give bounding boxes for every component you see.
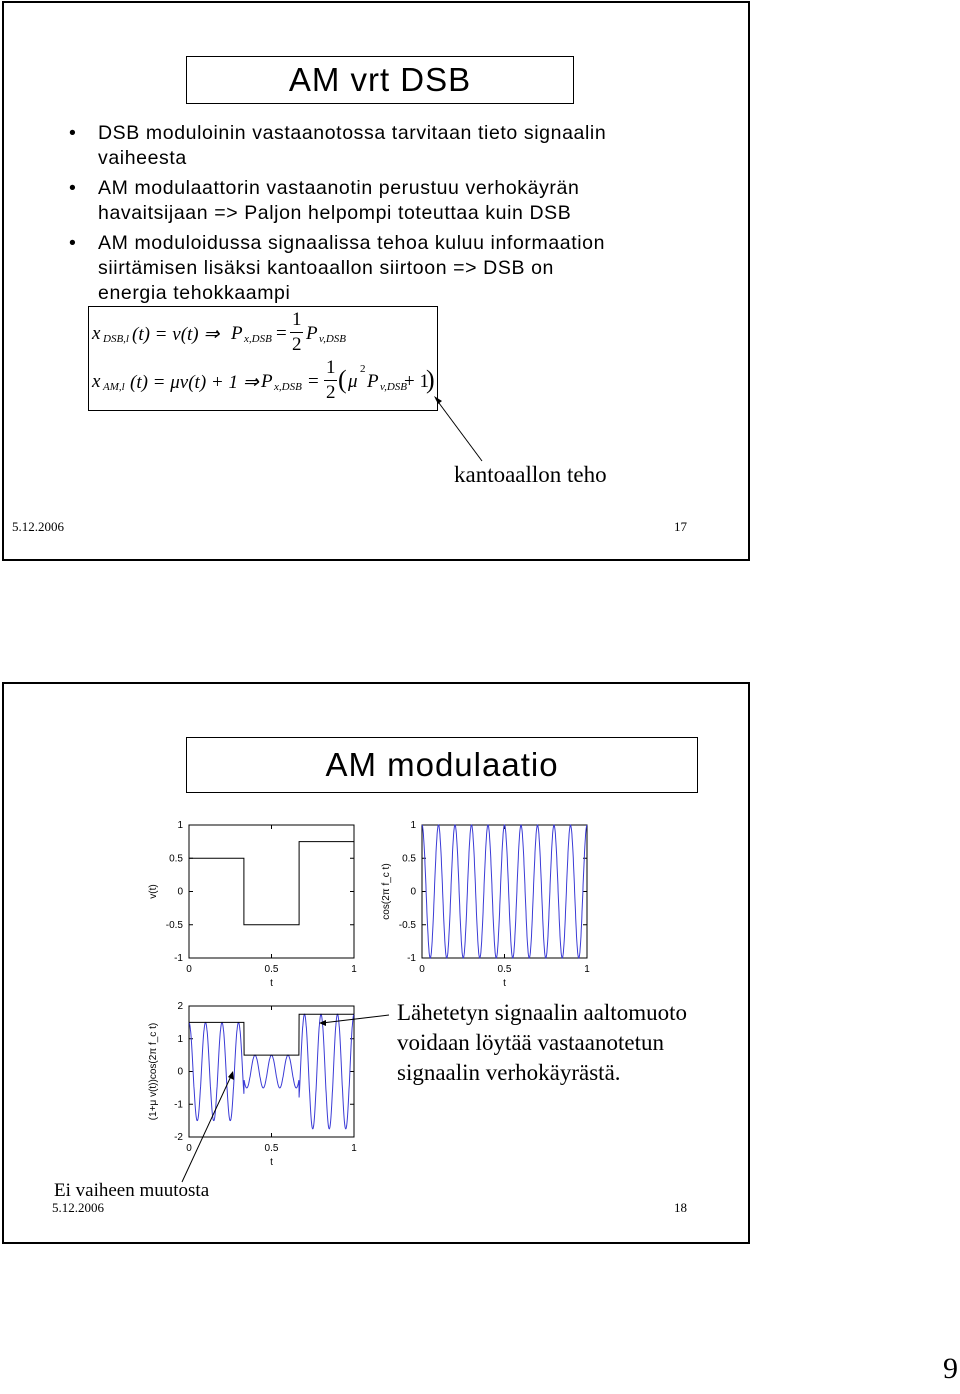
eq2-denominator: 2	[326, 382, 336, 403]
y-tick-label: 1	[177, 1033, 183, 1045]
footer-date: 5.12.2006	[52, 1200, 104, 1215]
y-tick-label: -0.5	[398, 919, 416, 931]
page-number-text: 9	[943, 1352, 958, 1385]
footer-date: 5.12.2006	[12, 519, 64, 534]
series-line	[189, 842, 354, 925]
eq2-mu: μ	[348, 371, 358, 392]
eq2-right-paren: )	[426, 365, 435, 394]
y-tick-label: -0.5	[165, 919, 183, 931]
annotation-envelope-line-3: signaalin verhokäyrästä.	[397, 1060, 621, 1085]
eq2-numerator: 1	[326, 357, 336, 378]
x-tick-label: 1	[584, 964, 590, 975]
y-tick-label: -1	[174, 1099, 183, 1111]
am-plots	[4, 684, 752, 1246]
bullet-text: DSB moduloinin vastaanotossa tarvitaan tieto signaalin	[98, 122, 607, 144]
eq1-sub-P: x,DSB	[244, 333, 272, 345]
plot-frame	[189, 1006, 354, 1137]
bullet-text: havaitsijaan => Paljon helpompi toteuttaa kuin DSB	[98, 202, 572, 224]
eq2-plus-one: + 1	[404, 371, 429, 392]
eq2-sub-P2: v,DSB	[380, 381, 407, 393]
x-tick-label: 0.5	[497, 964, 512, 975]
x-tick-label: 1	[351, 1143, 357, 1154]
eq1-numerator: 1	[292, 309, 302, 330]
carrier-line	[422, 825, 587, 958]
plot-frame	[189, 825, 354, 958]
slide-1	[2, 1, 750, 561]
slide-title-text: AM modulaatio	[325, 746, 559, 783]
x-axis-label: t	[270, 1157, 273, 1168]
eq2-P: P	[261, 371, 273, 392]
eq2-argument: (t) = μv(t) + 1 ⇒	[130, 372, 259, 393]
eq2-sub-P: x,DSB	[274, 381, 302, 393]
bullet-dot: •	[69, 177, 77, 199]
bullet-text: siirtämisen lisäksi kantoaallon siirtoon => DSB on	[98, 257, 554, 279]
eq1-equals: =	[276, 323, 287, 344]
eq1-sub-x: DSB,l	[103, 333, 129, 345]
y-axis-label: v(t)	[148, 884, 159, 899]
y-tick-label: 0.5	[169, 853, 183, 865]
y-tick-label: -1	[174, 953, 183, 964]
y-tick-label: 0.5	[402, 853, 416, 865]
bullet-text: vaiheesta	[98, 147, 187, 169]
slide-title-text: AM vrt DSB	[288, 61, 472, 98]
eq2-P2: P	[367, 371, 379, 392]
annotation-arrow	[4, 3, 752, 563]
x-tick-label: 1	[351, 964, 357, 975]
eq1-denominator: 2	[292, 334, 302, 355]
slide-2	[2, 682, 750, 1244]
y-tick-label: -1	[407, 953, 416, 964]
y-axis-label: cos(2π f_c t)	[381, 863, 392, 920]
eq1-x: x	[92, 323, 101, 344]
x-tick-label: 0.5	[264, 1143, 279, 1154]
y-tick-label: -2	[174, 1132, 183, 1143]
eq1-P: P	[231, 323, 243, 344]
plot-frame	[422, 825, 587, 958]
bullet-text: AM modulaattorin vastaanotin perustuu verhokäyrän	[98, 177, 580, 199]
am-signal-line	[189, 1014, 354, 1129]
y-tick-label: 0	[177, 886, 183, 898]
eq1-P2: P	[306, 323, 318, 344]
eq2-x: x	[92, 371, 101, 392]
envelope-arrow	[322, 1015, 389, 1023]
envelope-line	[189, 1014, 354, 1055]
annotation-carrier-power: kantoaallon teho	[454, 462, 607, 487]
x-tick-label: 0.5	[264, 964, 279, 975]
eq2-equals: =	[308, 371, 319, 392]
bullet-dot: •	[69, 232, 77, 254]
eq2-superscript: 2	[360, 363, 366, 375]
bullet-dot: •	[69, 122, 77, 144]
y-axis-label: (1+μ v(t))cos(2π f_c t)	[148, 1022, 159, 1121]
footer-slide-number: 17	[674, 519, 687, 534]
annotation-no-phase-change: Ei vaiheen muutosta	[54, 1180, 210, 1201]
x-axis-label: t	[270, 978, 273, 989]
x-tick-label: 0	[419, 964, 425, 975]
phase-arrowhead	[228, 1071, 234, 1080]
eq1-argument: (t) = v(t) ⇒	[132, 324, 220, 345]
eq2-left-paren: (	[338, 365, 347, 394]
y-tick-label: 1	[177, 820, 183, 831]
eq2-sub-x: AM,l	[103, 381, 125, 393]
annotation-envelope-line-1: Lähetetyn signaalin aaltomuoto	[397, 1000, 687, 1025]
page-number	[918, 1352, 958, 1392]
y-tick-label: 2	[177, 1001, 183, 1012]
y-tick-label: 0	[410, 886, 416, 898]
x-tick-label: 0	[186, 964, 192, 975]
y-tick-label: 0	[177, 1066, 183, 1078]
x-axis-label: t	[503, 978, 506, 989]
bullet-text: AM moduloidussa signaalissa tehoa kuluu informaation	[98, 232, 606, 254]
eq1-sub-P2: v,DSB	[319, 333, 346, 345]
y-tick-label: 1	[410, 820, 416, 831]
annotation-envelope-line-2: voidaan löytää vastaanotetun	[397, 1030, 664, 1055]
bullet-text: energia tehokkaampi	[98, 282, 291, 304]
footer-slide-number: 18	[674, 1200, 687, 1215]
x-tick-label: 0	[186, 1143, 192, 1154]
